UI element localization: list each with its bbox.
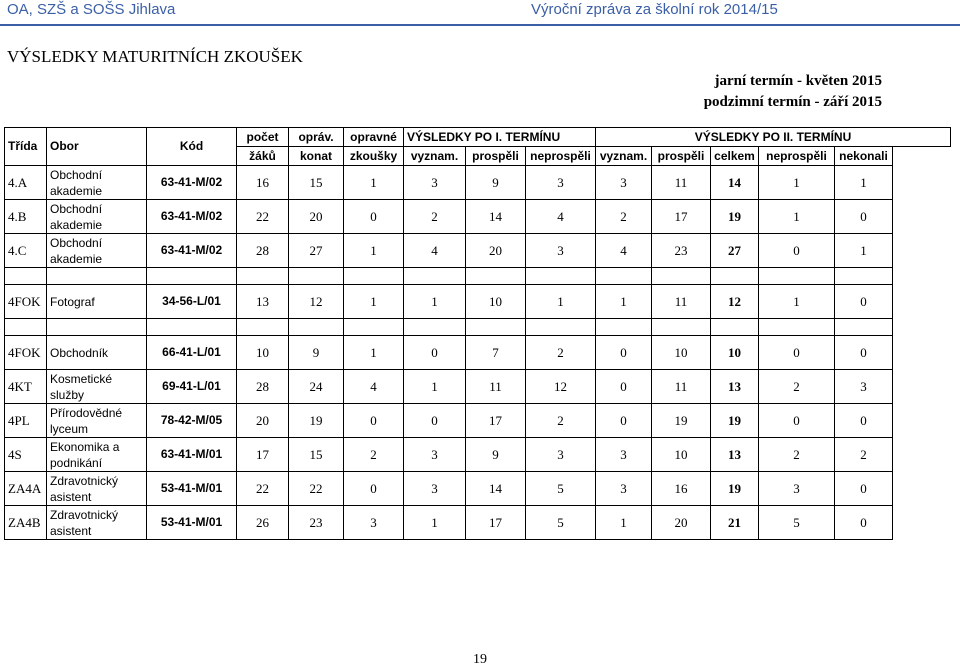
cell-value: 3 <box>404 166 466 200</box>
cell-value: 14 <box>466 200 526 234</box>
cell-value: 13 <box>237 285 289 319</box>
cell-value: 3 <box>404 472 466 506</box>
cell-value: 15 <box>289 166 344 200</box>
obor-line-2: akademie <box>50 251 103 266</box>
obor-line-2: služby <box>50 387 85 402</box>
cell-value: 3 <box>404 438 466 472</box>
cell-value: 0 <box>596 404 652 438</box>
autumn-term: podzimní termín - září 2015 <box>703 94 882 110</box>
cell-trida: 4.B <box>5 200 47 234</box>
spacer-cell <box>47 268 147 285</box>
header-rule <box>0 24 960 26</box>
cell-value: 1 <box>344 166 404 200</box>
obor-line-2: akademie <box>50 217 103 232</box>
table-row <box>5 438 951 472</box>
spacer-cell <box>47 319 147 336</box>
obor-line-1: Zdravotnický <box>50 507 119 522</box>
cell-obor <box>47 234 147 268</box>
spacer-cell <box>404 319 466 336</box>
cell-value: 1 <box>404 285 466 319</box>
cell-value: 2 <box>759 438 835 472</box>
col-g2-nekonali: nekonali <box>835 147 893 166</box>
cell-value: 1 <box>344 285 404 319</box>
cell-value: 19 <box>711 404 759 438</box>
spacer-row <box>5 319 951 336</box>
cell-value: 16 <box>237 166 289 200</box>
spacer-cell <box>652 319 711 336</box>
spacer-cell <box>711 319 759 336</box>
cell-obor <box>47 404 147 438</box>
spacer-cell <box>466 268 526 285</box>
cell-value: 14 <box>466 472 526 506</box>
cell-value: 1 <box>404 506 466 540</box>
cell-value: 0 <box>596 370 652 404</box>
cell-trida: 4FOK <box>5 336 47 370</box>
cell-value: 3 <box>596 438 652 472</box>
cell-value: 0 <box>835 404 893 438</box>
col-g2-vyznam: vyznam. <box>596 147 652 166</box>
report-name: Výroční zpráva za školní rok 2014/15 <box>531 1 778 18</box>
cell-trida: 4S <box>5 438 47 472</box>
obor-line-1: Obchodní <box>50 201 103 216</box>
cell-value: 17 <box>237 438 289 472</box>
col-oprav-2: konat <box>289 147 344 166</box>
table-row <box>5 506 951 540</box>
results-table <box>4 127 951 540</box>
cell-value: 0 <box>344 200 404 234</box>
cell-obor <box>47 336 147 370</box>
cell-value: 0 <box>835 472 893 506</box>
cell-value: 12 <box>711 285 759 319</box>
cell-value: 5 <box>759 506 835 540</box>
cell-value: 11 <box>466 370 526 404</box>
cell-value: 1 <box>759 166 835 200</box>
col-g2-celkem: celkem <box>711 147 759 166</box>
spacer-cell <box>466 319 526 336</box>
spacer-cell <box>289 319 344 336</box>
obor-line-2: asistent <box>50 489 92 504</box>
cell-value: 28 <box>237 370 289 404</box>
cell-value: 26 <box>237 506 289 540</box>
cell-value: 19 <box>289 404 344 438</box>
cell-value: 20 <box>466 234 526 268</box>
cell-value: 21 <box>711 506 759 540</box>
cell-obor <box>47 370 147 404</box>
cell-trida: 4.C <box>5 234 47 268</box>
cell-value: 1 <box>759 200 835 234</box>
cell-value: 5 <box>526 506 596 540</box>
spacer-cell <box>526 268 596 285</box>
cell-value: 22 <box>289 472 344 506</box>
obor-line-1: Kosmetické <box>50 371 113 386</box>
cell-value: 2 <box>596 200 652 234</box>
cell-value: 9 <box>466 166 526 200</box>
spacer-cell <box>596 268 652 285</box>
cell-value: 10 <box>652 438 711 472</box>
cell-trida: 4FOK <box>5 285 47 319</box>
spacer-cell <box>147 268 237 285</box>
cell-value: 0 <box>344 472 404 506</box>
cell-value: 0 <box>835 506 893 540</box>
cell-trida: 4.A <box>5 166 47 200</box>
cell-value: 3 <box>596 472 652 506</box>
cell-value: 4 <box>404 234 466 268</box>
col-group-2: VÝSLEDKY PO II. TERMÍNU <box>596 128 951 147</box>
col-obor: Obor <box>47 128 147 166</box>
cell-value: 4 <box>526 200 596 234</box>
cell-value: 4 <box>596 234 652 268</box>
cell-value: 0 <box>759 234 835 268</box>
col-opravne: opravné <box>344 128 404 147</box>
school-name: OA, SZŠ a SOŠS Jihlava <box>7 1 176 18</box>
col-opravne-2: zkoušky <box>344 147 404 166</box>
spacer-cell <box>759 319 835 336</box>
cell-value: 1 <box>344 336 404 370</box>
cell-value: 10 <box>237 336 289 370</box>
table-row <box>5 336 951 370</box>
cell-value: 28 <box>237 234 289 268</box>
table-row <box>5 200 951 234</box>
cell-value: 0 <box>835 285 893 319</box>
cell-value: 16 <box>652 472 711 506</box>
cell-value: 2 <box>404 200 466 234</box>
obor-line-1: Obchodní <box>50 167 103 182</box>
cell-value: 13 <box>711 438 759 472</box>
col-g1-prospeli: prospěli <box>466 147 526 166</box>
cell-value: 5 <box>526 472 596 506</box>
obor-line-2: podnikání <box>50 455 103 470</box>
cell-value: 10 <box>711 336 759 370</box>
cell-value: 13 <box>711 370 759 404</box>
col-kod: Kód <box>147 128 237 166</box>
cell-value: 3 <box>596 166 652 200</box>
spacer-cell <box>711 268 759 285</box>
cell-value: 17 <box>466 506 526 540</box>
obor-line-2: lyceum <box>50 421 89 436</box>
cell-value: 1 <box>759 285 835 319</box>
header-row-1 <box>5 128 951 147</box>
cell-value: 0 <box>404 336 466 370</box>
col-g1-vyznam: vyznam. <box>404 147 466 166</box>
cell-value: 3 <box>759 472 835 506</box>
col-g2-neprospeli: neprospěli <box>759 147 835 166</box>
spacer-cell <box>759 268 835 285</box>
obor-line-2: akademie <box>50 183 103 198</box>
cell-value: 24 <box>289 370 344 404</box>
spacer-cell <box>237 319 289 336</box>
col-oprav: opráv. <box>289 128 344 147</box>
cell-value: 27 <box>711 234 759 268</box>
cell-kod: 53-41-M/01 <box>147 506 237 540</box>
obor-line-1: Zdravotnický <box>50 473 119 488</box>
table-row <box>5 166 951 200</box>
cell-obor <box>47 166 147 200</box>
cell-value: 20 <box>289 200 344 234</box>
col-g1-neprospeli: neprospěli <box>526 147 596 166</box>
obor-line-2: Obchodník <box>50 345 109 360</box>
table-row <box>5 370 951 404</box>
cell-value: 0 <box>596 336 652 370</box>
spacer-cell <box>344 319 404 336</box>
cell-value: 0 <box>344 404 404 438</box>
cell-value: 0 <box>759 336 835 370</box>
cell-value: 2 <box>526 336 596 370</box>
page-title: VÝSLEDKY MATURITNÍCH ZKOUŠEK <box>7 47 303 66</box>
cell-value: 12 <box>289 285 344 319</box>
cell-obor <box>47 472 147 506</box>
cell-value: 20 <box>237 404 289 438</box>
cell-obor <box>47 285 147 319</box>
cell-kod: 34-56-L/01 <box>147 285 237 319</box>
spacer-row <box>5 268 951 285</box>
cell-value: 3 <box>835 370 893 404</box>
cell-trida: ZA4B <box>5 506 47 540</box>
page-number: 19 <box>473 652 487 667</box>
cell-value: 10 <box>466 285 526 319</box>
cell-obor <box>47 438 147 472</box>
cell-value: 14 <box>711 166 759 200</box>
col-trida: Třída <box>5 128 47 166</box>
cell-value: 3 <box>526 234 596 268</box>
cell-value: 17 <box>652 200 711 234</box>
obor-line-1: Ekonomika a <box>50 439 120 454</box>
spacer-cell <box>526 319 596 336</box>
cell-value: 22 <box>237 200 289 234</box>
cell-value: 27 <box>289 234 344 268</box>
col-pocet: počet <box>237 128 289 147</box>
col-g2-prospeli: prospěli <box>652 147 711 166</box>
cell-value: 1 <box>835 234 893 268</box>
spring-term: jarní termín - květen 2015 <box>714 73 882 89</box>
cell-value: 11 <box>652 285 711 319</box>
obor-line-2: Fotograf <box>50 294 95 309</box>
cell-value: 3 <box>344 506 404 540</box>
cell-value: 0 <box>404 404 466 438</box>
spacer-cell <box>5 268 47 285</box>
table-row <box>5 285 951 319</box>
cell-obor <box>47 200 147 234</box>
cell-value: 1 <box>344 234 404 268</box>
spacer-cell <box>289 268 344 285</box>
cell-value: 15 <box>289 438 344 472</box>
cell-value: 2 <box>526 404 596 438</box>
obor-line-2: asistent <box>50 523 92 538</box>
cell-value: 17 <box>466 404 526 438</box>
cell-value: 0 <box>759 404 835 438</box>
spacer-cell <box>404 268 466 285</box>
cell-value: 4 <box>344 370 404 404</box>
spacer-cell <box>147 319 237 336</box>
cell-value: 9 <box>289 336 344 370</box>
cell-value: 2 <box>759 370 835 404</box>
cell-value: 22 <box>237 472 289 506</box>
cell-kod: 63-41-M/01 <box>147 438 237 472</box>
cell-value: 19 <box>711 200 759 234</box>
cell-kod: 78-42-M/05 <box>147 404 237 438</box>
spacer-cell <box>5 319 47 336</box>
obor-line-1: Obchodní <box>50 235 103 250</box>
cell-trida: 4KT <box>5 370 47 404</box>
cell-trida: 4PL <box>5 404 47 438</box>
cell-value: 20 <box>652 506 711 540</box>
cell-value: 1 <box>526 285 596 319</box>
spacer-cell <box>237 268 289 285</box>
cell-value: 10 <box>652 336 711 370</box>
page-header <box>0 0 960 26</box>
cell-value: 1 <box>596 506 652 540</box>
cell-kod: 66-41-L/01 <box>147 336 237 370</box>
cell-value: 0 <box>835 200 893 234</box>
spacer-cell <box>596 319 652 336</box>
cell-value: 23 <box>652 234 711 268</box>
cell-value: 12 <box>526 370 596 404</box>
obor-line-1: Přírodovědné <box>50 405 123 420</box>
cell-value: 19 <box>711 472 759 506</box>
table-row <box>5 472 951 506</box>
spacer-cell <box>344 268 404 285</box>
cell-value: 3 <box>526 166 596 200</box>
cell-kod: 63-41-M/02 <box>147 166 237 200</box>
table-row <box>5 234 951 268</box>
cell-value: 1 <box>835 166 893 200</box>
cell-value: 11 <box>652 370 711 404</box>
cell-value: 2 <box>835 438 893 472</box>
spacer-cell <box>835 319 893 336</box>
spacer-cell <box>652 268 711 285</box>
col-group-1: VÝSLEDKY PO I. TERMÍNU <box>404 128 596 147</box>
cell-value: 3 <box>526 438 596 472</box>
table-body <box>5 128 951 540</box>
cell-value: 23 <box>289 506 344 540</box>
cell-value: 0 <box>835 336 893 370</box>
cell-value: 1 <box>404 370 466 404</box>
cell-trida: ZA4A <box>5 472 47 506</box>
cell-kod: 63-41-M/02 <box>147 234 237 268</box>
cell-obor <box>47 506 147 540</box>
cell-value: 9 <box>466 438 526 472</box>
cell-kod: 63-41-M/02 <box>147 200 237 234</box>
cell-value: 2 <box>344 438 404 472</box>
col-pocet-2: žáků <box>237 147 289 166</box>
cell-kod: 69-41-L/01 <box>147 370 237 404</box>
cell-value: 11 <box>652 166 711 200</box>
cell-value: 7 <box>466 336 526 370</box>
table-row <box>5 404 951 438</box>
cell-value: 1 <box>596 285 652 319</box>
cell-kod: 53-41-M/01 <box>147 472 237 506</box>
cell-value: 19 <box>652 404 711 438</box>
spacer-cell <box>835 268 893 285</box>
